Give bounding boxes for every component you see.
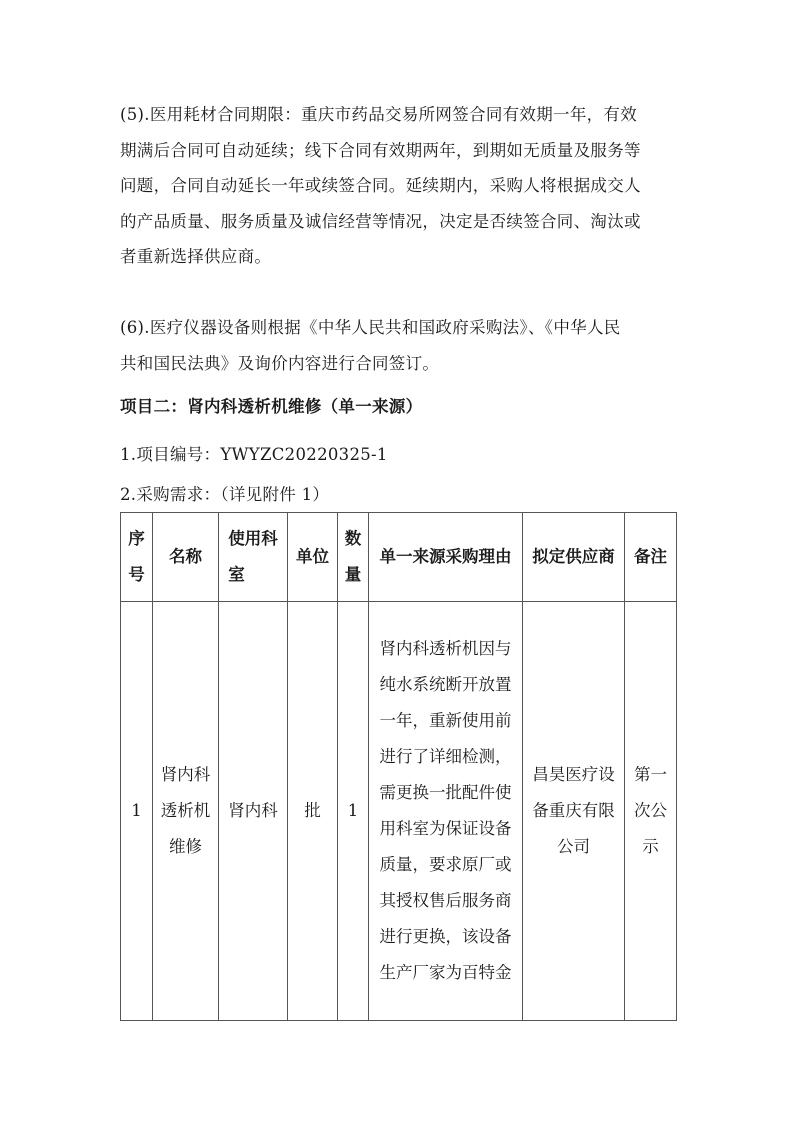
reason-line: 肾内科透析机因与	[379, 639, 512, 658]
project-number: 1.项目编号：YWYZC20220325-1	[120, 445, 388, 464]
cell-name-line: 透析机	[160, 801, 211, 820]
reason-line: 进行更换，该设备	[379, 927, 512, 946]
header-qty	[338, 513, 369, 602]
table-row	[121, 602, 677, 1021]
procurement-table	[120, 512, 677, 1021]
header-supplier: 拟定供应商	[523, 513, 625, 602]
reason-line: 需更换一批配件使	[379, 783, 512, 802]
text-line: 共和国民法典》及询价内容进行合同签订。	[120, 353, 440, 373]
header-reason: 单一来源采购理由	[369, 513, 523, 602]
text-line: (5).医用耗材合同期限：重庆市药品交易所网签合同有效期一年，有效	[120, 105, 638, 124]
reason-line: 生产厂家为百特金	[379, 963, 512, 982]
text-line: 期满后合同可自动延续；线下合同有效期两年，到期如无质量及服务等	[120, 140, 641, 160]
supplier-line: 公司	[557, 837, 590, 856]
supplier-line: 备重庆有限	[532, 801, 615, 820]
remark-line: 第一	[634, 765, 667, 784]
text-line: 的产品质量、服务质量及诚信经营等情况，决定是否续签合同、淘汰或	[120, 211, 641, 231]
header-qty-line: 数	[344, 529, 362, 548]
text-line: (6).医疗仪器设备则根据《中华人民共和国政府采购法》、《中华人民	[120, 318, 621, 337]
header-seq-line: 号	[128, 565, 145, 584]
cell-remark	[625, 602, 677, 1021]
reason-line: 进行了详细检测，	[379, 747, 512, 766]
paragraph-equipment-contract	[120, 310, 680, 381]
cell-name	[153, 602, 219, 1021]
remark-line: 示	[642, 837, 659, 856]
procurement-needs: 2.采购需求：（详见附件 1）	[120, 485, 330, 504]
header-remark: 备注	[625, 513, 677, 602]
cell-qty: 1	[338, 602, 369, 1021]
text-line: 问题，合同自动延长一年或续签合同。延续期内，采购人将根据成交人	[120, 176, 641, 196]
paragraph-contract-period	[120, 97, 680, 275]
reason-line: 纯水系统断开放置	[379, 675, 512, 694]
header-name: 名称	[153, 513, 219, 602]
header-dept	[219, 513, 288, 602]
table-header-row	[121, 513, 677, 602]
cell-name-line: 肾内科	[160, 765, 211, 784]
cell-unit: 批	[288, 602, 338, 1021]
header-qty-line: 量	[344, 565, 362, 584]
remark-line: 次公	[634, 801, 667, 820]
reason-line: 其授权售后服务商	[379, 891, 512, 910]
cell-supplier	[523, 602, 625, 1021]
cell-seq: 1	[121, 602, 153, 1021]
header-dept-line: 使用科	[228, 529, 278, 548]
project-heading: 项目二：肾内科透析机维修（单一来源）	[120, 397, 423, 416]
reason-line: 质量，要求原厂或	[379, 855, 512, 874]
reason-line: 用科室为保证设备	[379, 819, 512, 838]
cell-name-line: 维修	[169, 837, 202, 856]
header-unit: 单位	[288, 513, 338, 602]
header-seq-line: 序	[128, 529, 145, 548]
supplier-line: 昌昊医疗设	[532, 765, 615, 784]
header-seq	[121, 513, 153, 602]
header-dept-line: 室	[228, 565, 245, 584]
cell-dept: 肾内科	[219, 602, 288, 1021]
text-line: 者重新选择供应商。	[120, 247, 272, 267]
cell-reason	[369, 602, 523, 1021]
reason-line: 一年，重新使用前	[379, 711, 512, 730]
